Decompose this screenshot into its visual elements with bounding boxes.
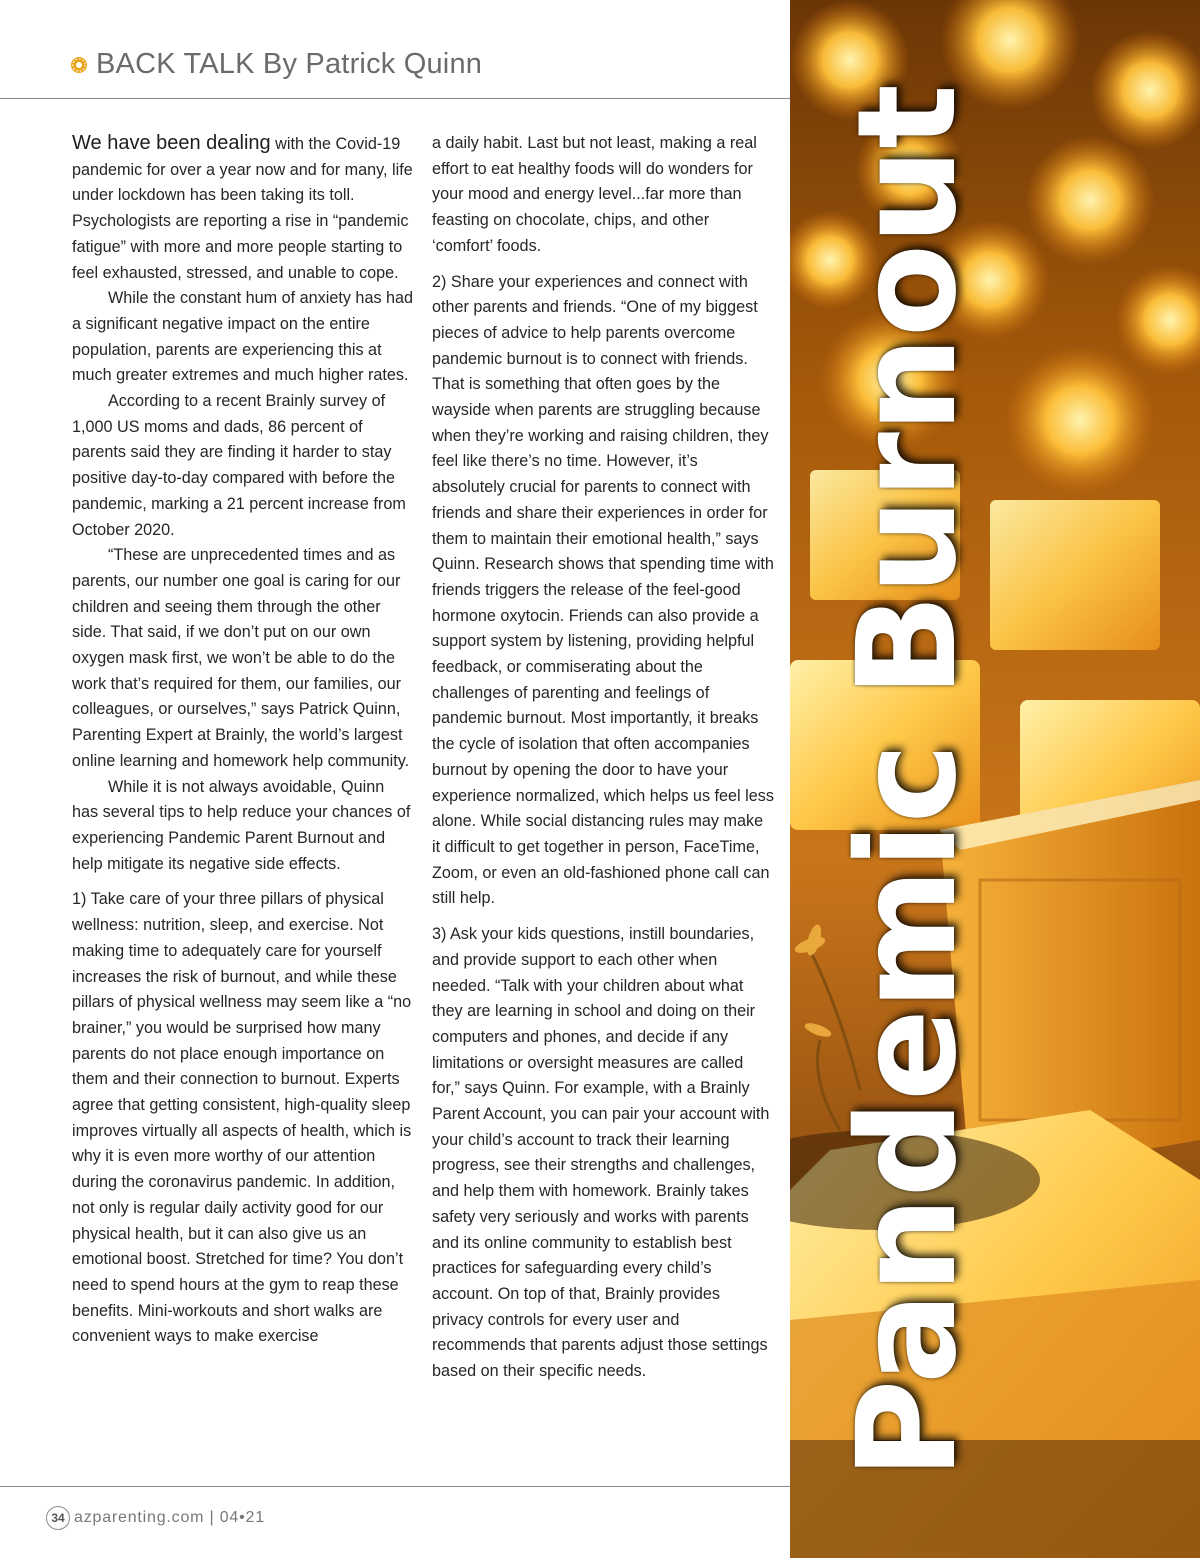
article-paragraph: a daily habit. Last but not least, making a real effort to eat healthy foods will do wonders for your mood and energy level...far more than feasting on chocolate, chips, and other ‘comfort’ foods. xyxy=(432,134,757,255)
article-paragraph: We have been dealing with the Covid-19 pandemic for over a year now and for many, life under lockdown has been taking its toll. Psychologists are reporting a rise in “pandemic fatigue” with more and more people starting to feel exhausted, stressed, and unable to cope. xyxy=(72,132,413,282)
footer-site-issue: azparenting.com | 04•21 xyxy=(74,1509,265,1526)
section-header xyxy=(70,48,482,81)
article-column-2 xyxy=(432,131,774,1385)
gear-bullet-icon xyxy=(70,56,88,74)
section-label: BACK TALK By Patrick Quinn xyxy=(96,48,483,80)
article-paragraph: While it is not always avoidable, Quinn has several tips to help reduce your chances of experiencing Pandemic Parent Burnout and help mitigate its negative side effects. xyxy=(72,777,411,873)
page-number-badge: 34 xyxy=(46,1506,70,1530)
tip-3: 3) Ask your kids questions, instill boundaries, and provide support to each other when needed. “Talk with your children about what they are learning in school and doing on their computers and phones, and decide if any limitations or oversight measures are called for,” says Quinn. For example, with a Brainly Parent Account, you can pair your account with your child’s account to track their learning progress, see their strengths and challenges, and help them with homework. Brainly takes safety very seriously and works with parents and its online community to establish best practices for safeguarding every child’s account. On top of that, Brainly provides privacy controls for every user and recommends that parents adjust those settings based on their specific needs. xyxy=(432,925,770,1381)
article-column-1 xyxy=(72,131,414,1350)
feature-title: Pandemic Burnout xyxy=(829,84,987,1480)
article-paragraph: “These are unprecedented times and as parents, our number one goal is caring for our children and seeing them through the other side. That said, if we don’t put on our own oxygen mask first, we won’t be able to do the work that’s required for them, our families, our colleagues, or ourselves,” says Patrick Quinn, Parenting Expert at Brainly, the world’s largest online learning and homework help community. xyxy=(72,546,410,770)
article-paragraph: While the constant hum of anxiety has had a significant negative impact on the entire population, parents are experiencing this at much greater extremes and much higher rates. xyxy=(72,289,414,385)
lead-in: We have been dealing xyxy=(72,132,271,154)
footer-divider xyxy=(0,1486,790,1487)
article-paragraph: According to a recent Brainly survey of 1,000 US moms and dads, 86 percent of parents said they are finding it harder to stay positive day-to-day compared with before the pandemic, marking a 21 percent increase from October 2020. xyxy=(72,392,406,539)
tip-1: 1) Take care of your three pillars of physical wellness: nutrition, sleep, and exercise. Not making time to adequately care for yourself increases the risk of burnout, and while these pillars of physical wellness may seem like a “no brainer,” you would be surprised how many parents do not place enough importance on them and their connection to burnout. Experts agree that getting consistent, high-quality sleep improves virtually all aspects of health, which is why it is even more worthy of our attention during the coronavirus pandemic. In addition, not only is regular daily activity good for our physical health, but it can also give us an emotional boost. Stretched for time? You don’t need to spend hours at the gym to reap these benefits. Mini-workouts and short walks are convenient ways to make exercise xyxy=(72,890,412,1346)
tip-2: 2) Share your experiences and connect with other parents and friends. “One of my biggest pieces of advice to help parents overcome pandemic burnout is to connect with friends. That is something that often goes by the wayside when parents are struggling because when they’re working and raising children, they feel like there’s no time. However, it’s absolutely crucial for parents to connect with friends and share their experiences in order for them to maintain their emotional health,” says Quinn. Research shows that spending time with friends triggers the release of the feel-good hormone oxytocin. Friends can also provide a support system by listening, providing helpful feedback, or commiserating about the challenges of parenting and feelings of pandemic burnout. Most importantly, it breaks the cycle of isolation that often accompanies burnout by opening the door to have your experience normalized, which helps us feel less alone. While social distancing rules may make it difficult to get together in person, FaceTime, Zoom, or even an old-fashioned phone call can still help. xyxy=(432,272,774,908)
page-footer xyxy=(46,1506,265,1530)
header-divider xyxy=(0,98,790,99)
